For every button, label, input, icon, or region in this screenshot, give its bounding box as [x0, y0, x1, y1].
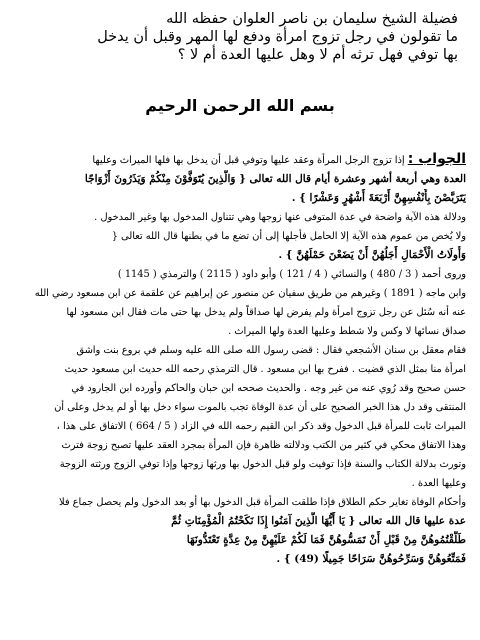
answer-line: وهذا الاتفاق محكي في كثير من الكتب ودلالته ظاهرة فإن المرأة بمجرد العقد عليها تصبح زوجة فترث — [61, 440, 466, 451]
answer-line: الميراث ثابت للمرأة قبل الدخول وقد ذكر ابن القيم رحمه الله في الزاد ( 5 / 664 ) الاتفاق على هذا ، — [56, 421, 466, 432]
question-line-1: فضيلة الشيخ سليمان بن ناصر العلوان حفظه الله — [166, 11, 458, 27]
answer-line: امرأة منا بمثل الذي قضيت . ففرح بها ابن مسعود . قال الترمذي رحمه الله حديث ابن مسعود حديث — [64, 364, 466, 375]
answer-line: وعليها العدة . — [411, 478, 466, 489]
question-line-2: ما تقولون في رجل تزوج امرأة ودفع لها المهر وقبل أن يدخل — [97, 29, 458, 45]
answer-line: صداق نسائها لا وكس ولا شطط وعليها العدة ولها الميراث . — [228, 326, 466, 337]
answer-label: الجواب : — [407, 151, 466, 167]
answer-line: فَمَتِّعُوهُنَّ وَسَرِّحُوهُنَّ سَرَاحًا جَمِيلًا (49) } . — [276, 553, 466, 565]
answer-line: عنه أنه سُئل عن رجل تزوج امرأة ولم يفرض لها صداقاً ولم يدخل بها حتى مات فقال ابن مسعود لها — [66, 307, 466, 318]
answer-body — [14, 150, 466, 569]
answer-line: وتورث بدلالة الكتاب والسنة فإذا توفيت ولو قبل الدخول بها ورثها زوجها وإذا توفي الزوج ورثته الزوجة — [59, 459, 466, 470]
answer-line-text: إذا تزوج الرجل المرأة وعقد عليها وتوفي قبل أن يدخل بها فلها الميراث وعليها — [92, 155, 405, 166]
answer-line: ولا يُخص من عموم هذه الآية إلا الحامل فأجلها إلى أن تضع ما في بطنها قال الله تعالى { — [111, 231, 466, 242]
answer-line: وَأُولَاتُ الْأَحْمَالِ أَجَلُهُنَّ أَنْ يَضَعْنَ حَمْلَهُنَّ } . — [278, 249, 466, 261]
answer-line: وروى أحمد ( 3 / 480 ) والنسائي ( 4 / 121 ) وأبو داود ( 2115 ) والترمذي ( 1145 ) — [117, 269, 466, 280]
answer-line: وأحكام الوفاة تغاير حكم الطلاق فإذا طلقت المرأة قبل الدخول بها أو بعد الدخول ولم يحصل جماع فلا — [58, 497, 466, 508]
answer-line: فقام معقل بن سنان الأشجعي فقال : قضى رسول الله صلى الله عليه وسلم في بروع بنت واشق — [76, 345, 466, 356]
answer-line: وابن ماجه ( 1891 ) وغيرهم من طريق سفيان عن منصور عن إبراهيم عن علقمة عن ابن مسعود رضي الله — [34, 288, 466, 299]
answer-line: ودلالة هذه الآية واضحة في عدة المتوفى عنها زوجها وهي تتناول المدخول بها وغير المدخول . — [94, 212, 466, 223]
answer-line: طَلَّقْتُمُوهُنَّ مِنْ قَبْلِ أَنْ تَمَسُّوهُنَّ فَمَا لَكُمْ عَلَيْهِنَّ مِنْ عِدَّةٍ تَعْتَدُّونَهَا — [186, 534, 466, 546]
basmala-heading: بسم الله الرحمن الرحيم — [145, 96, 335, 115]
answer-line: حسن صحيح وقد رُوي عنه من غير وجه . والحديث صححه ابن حبان والحاكم وأورده ابن الجارود في — [71, 383, 466, 394]
answer-line: المنتقى وقد دل هذا الخبر الصحيح على أن عدة الوفاة تجب بالموت سواء دخل بها أو لم يدخل وعلى أن — [54, 402, 466, 413]
answer-line: العدة وهي أربعة أشهر وعشرة أيام قال الله تعالى { وَالَّذِينَ يُتَوَفَّوْنَ مِنْكُمْ وَيَذَرُونَ أَزْوَاجًا — [84, 173, 466, 185]
answer-line: يَتَرَبَّصْنَ بِأَنْفُسِهِنَّ أَرْبَعَةَ أَشْهُرٍ وَعَشْرًا } . — [291, 192, 466, 204]
answer-line — [14, 150, 466, 170]
question-line-3: بها توفي فهل ترثه أم لا وهل عليها العدة أم لا ؟ — [177, 47, 458, 63]
answer-line: عدة عليها قال الله تعالى { يَا أَيُّهَا الَّذِينَ آمَنُوا إِذَا نَكَحْتُمُ الْمُؤْمِنَاتِ ثُمَّ — [171, 515, 466, 527]
